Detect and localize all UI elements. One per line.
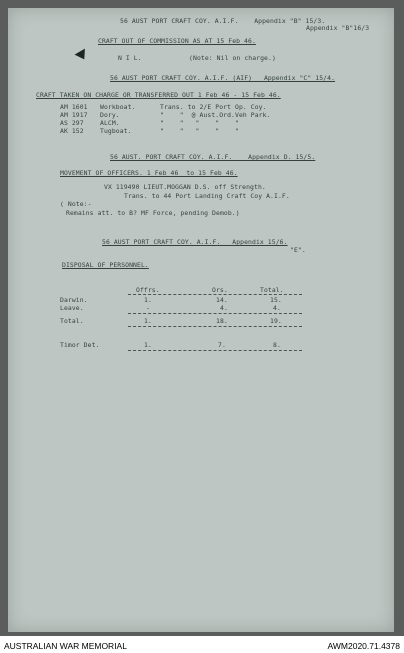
timor-rule [128, 350, 302, 351]
cell-ors: 18. [216, 317, 228, 325]
pencil-mark [75, 49, 90, 63]
sec3-title: 56 AUST. PORT CRAFT COY. A.I.F. Appendix D. 15/5. [110, 153, 316, 161]
cell-total: 4. [273, 304, 281, 312]
header-rule [128, 294, 302, 295]
craft-number: AS 297 [60, 119, 84, 127]
craft-type: Tugboat. [100, 127, 132, 135]
craft-number: AK 152 [60, 127, 84, 135]
archive-name: AUSTRALIAN WAR MEMORIAL [4, 641, 127, 651]
cell-ors: 4. [220, 304, 228, 312]
craft-detail: " " " " " [160, 119, 239, 127]
cell-total: 19. [270, 317, 282, 325]
total-rule [128, 326, 302, 327]
cell-total: 8. [273, 341, 281, 349]
cell-ors: 14. [216, 296, 228, 304]
archive-footer [0, 636, 404, 653]
craft-type: ALCM. [100, 119, 120, 127]
column-header: Ors. [212, 286, 228, 294]
sec3-line1: VX 119490 LIEUT.MOGGAN D.S. off Strength. [104, 183, 266, 191]
craft-type: Workboat. [100, 103, 136, 111]
craft-type: Dory. [100, 111, 120, 119]
row-label: Total. [60, 317, 84, 325]
header-line: 56 AUST PORT CRAFT COY. A.I.F. Appendix "B" 15/3. [120, 17, 326, 25]
cell-total: 15. [270, 296, 282, 304]
header-line-2: Appendix "B"16/3 [306, 24, 370, 32]
sec4-subtitle: DISPOSAL OF PERSONNEL. [62, 261, 149, 269]
cell-offrs: 1. [144, 317, 152, 325]
document-page [8, 8, 394, 632]
cell-offrs: 1. [144, 341, 152, 349]
row-label: Leave. [60, 304, 84, 312]
row-label: Timor Det. [60, 341, 100, 349]
craft-number: AM 1917 [60, 111, 88, 119]
craft-number: AM 1601 [60, 103, 88, 111]
subtotal-rule [128, 313, 302, 314]
sec3-line2: Trans. to 44 Port Landing Craft Coy A.I.F. [124, 192, 290, 200]
archive-reference: AWM2020.71.4378 [327, 641, 400, 651]
column-header: Total. [260, 286, 284, 294]
craft-detail: " " " " " [160, 127, 239, 135]
sec4-title: 56 AUST PORT CRAFT COY. A.I.F. Appendix 15/6. [102, 238, 288, 246]
craft-detail: Trans. to 2/E Port Op. Coy. [160, 103, 267, 111]
column-header: Offrs. [136, 286, 160, 294]
sec3-note2: Remains att. to B? MF Force, pending Demob.) [66, 209, 240, 217]
cell-offrs: - [146, 304, 150, 312]
craft-detail: " " @ Aust.Ord.Veh Park. [160, 111, 271, 119]
sec3-note1: ( Note:- [60, 200, 92, 208]
sec3-subtitle: MOVEMENT OF OFFICERS. 1 Feb 46 to 15 Feb 46. [60, 169, 238, 177]
sec4-title2: "E". [290, 246, 306, 254]
row-label: Darwin. [60, 296, 88, 304]
sec1-title: CRAFT OUT OF COMMISSION AS AT 15 Feb 46. [98, 37, 256, 45]
sec2-title: 56 AUST PORT CRAFT COY. A.I.F. (AIF) Appendix "C" 15/4. [110, 74, 336, 82]
sec2-subtitle: CRAFT TAKEN ON CHARGE OR TRANSFERRED OUT 1 Feb 46 - 15 Feb 46. [36, 91, 281, 99]
cell-ors: 7. [218, 341, 226, 349]
cell-offrs: 1. [144, 296, 152, 304]
sec1-body: N I L. (Note: Nil on charge.) [118, 54, 276, 62]
